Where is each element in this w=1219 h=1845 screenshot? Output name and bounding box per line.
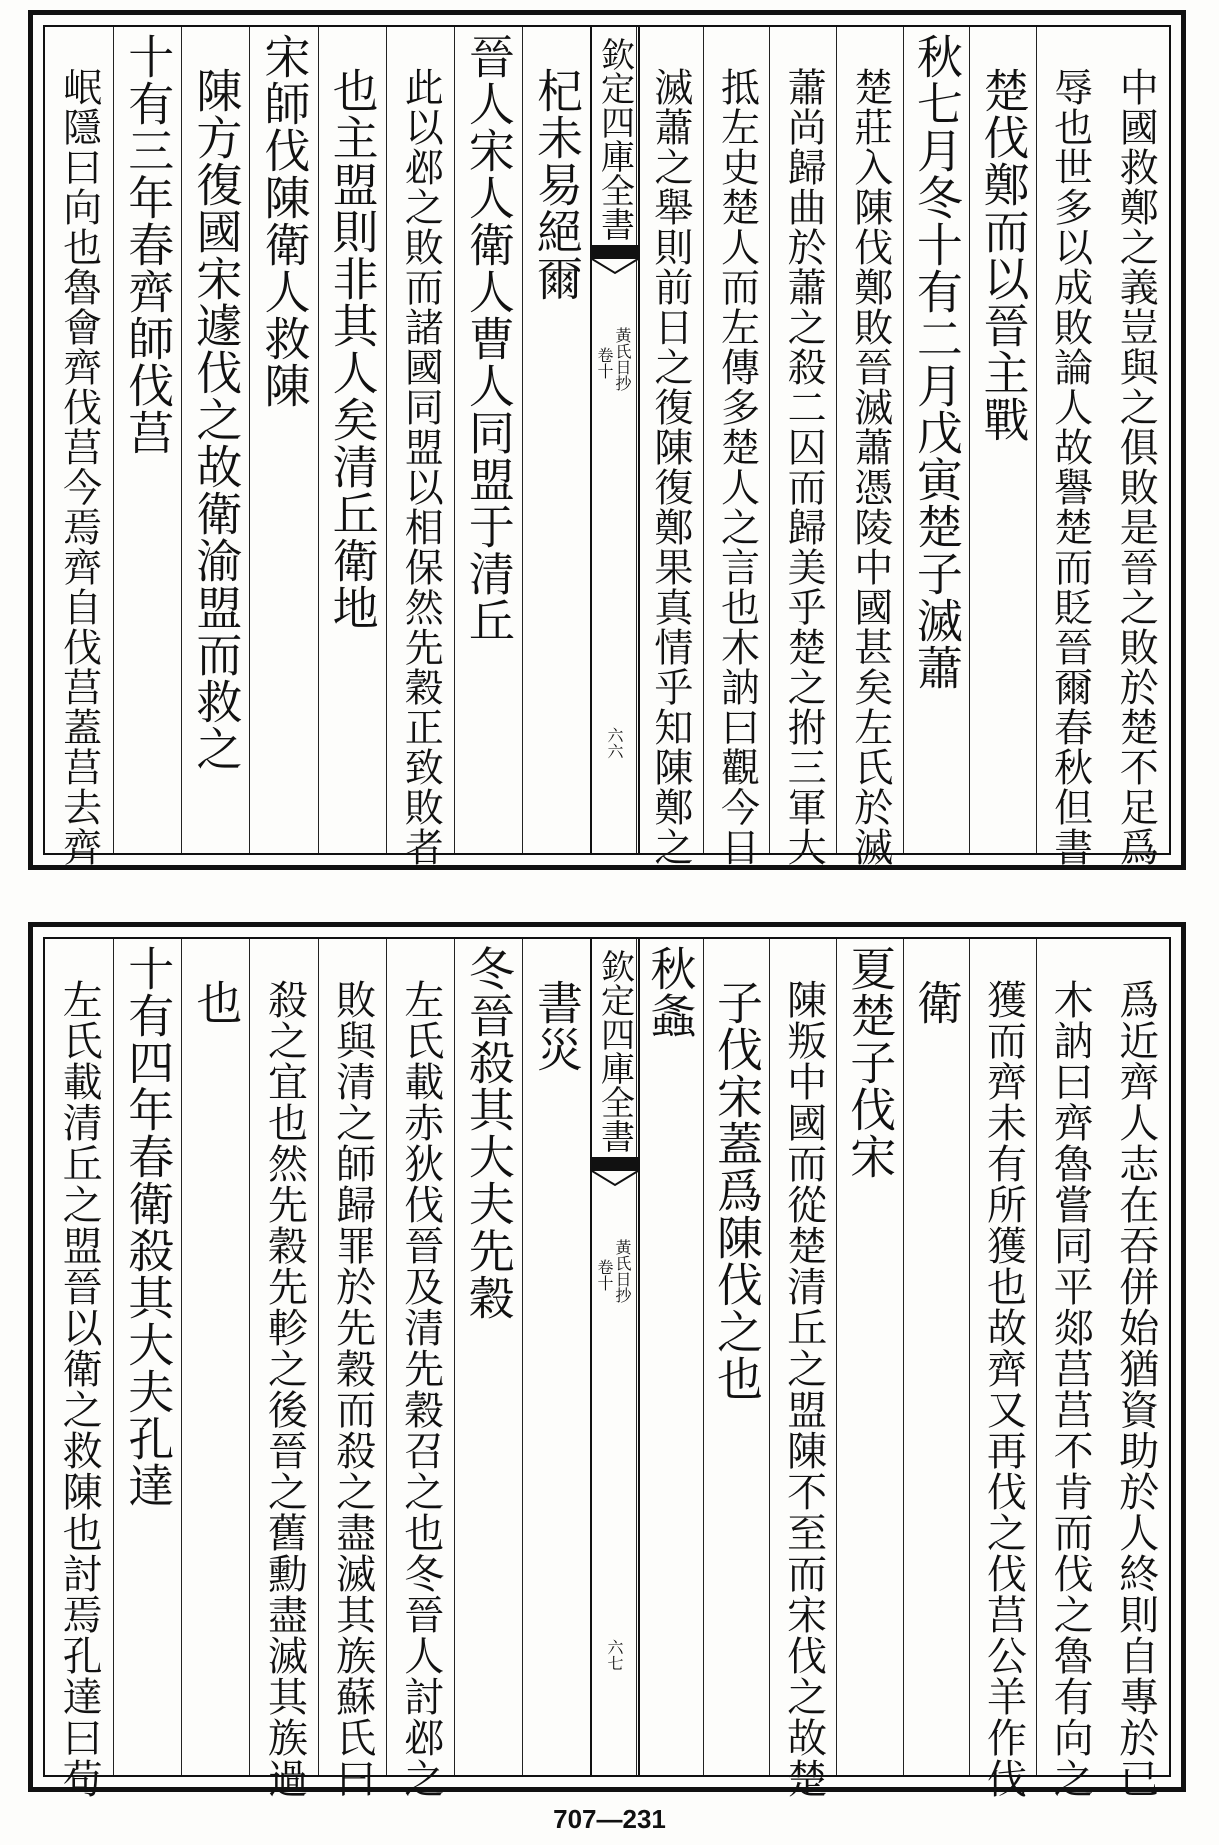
text-column <box>1102 939 1169 1799</box>
text-column <box>386 27 455 867</box>
text-column <box>386 939 455 1799</box>
book-title: 欽定四庫全書 <box>594 949 635 1153</box>
column-text: 此以邲之敗而諸國同盟以相保然先穀正致敗者 <box>398 67 444 867</box>
text-column <box>969 27 1037 853</box>
text-column <box>636 27 704 867</box>
page-number: 707—231 <box>553 1804 666 1834</box>
text-column <box>769 27 837 867</box>
text-column <box>703 27 771 867</box>
text-column <box>636 939 704 1775</box>
fishtail-mark <box>592 245 638 259</box>
top-page-frame <box>43 25 1171 867</box>
column-text: 也主盟則非其人矣清丘衛地 <box>325 67 380 631</box>
text-column <box>249 939 318 1799</box>
column-text: 子伐宋蓋爲陳伐之也 <box>709 979 764 1402</box>
volume-label: 卷十 <box>595 347 614 379</box>
text-column <box>836 939 904 1775</box>
text-column <box>703 939 771 1775</box>
work-title: 黃氏日抄 <box>613 1239 632 1303</box>
top-page <box>28 10 1186 870</box>
volume-label: 卷十 <box>595 1259 614 1291</box>
column-text: 辱也世多以成敗論人故譽楚而貶晉爾春秋但書 <box>1047 67 1093 867</box>
bottom-page <box>28 922 1186 1799</box>
text-column <box>1102 27 1169 867</box>
text-column <box>769 939 837 1799</box>
column-text: 夏楚子伐宋 <box>843 945 898 1180</box>
fishtail-mark <box>592 1157 638 1171</box>
column-text: 陳方復國宋遽伐之故衛渝盟而救之 <box>189 67 244 772</box>
text-column <box>969 939 1037 1799</box>
column-text: 楚伐鄭而以晉主戰 <box>976 67 1031 443</box>
column-text: 左氏載清丘之盟晉以衛之救陳也討焉孔達曰苟 <box>56 979 103 1799</box>
text-column <box>113 939 182 1775</box>
column-text: 獲而齊未有所獲也故齊又再伐之伐莒公羊作伐 <box>980 979 1027 1799</box>
column-text: 木訥曰齊魯嘗同平郯莒莒不肯而伐之魯有向之 <box>1047 979 1094 1799</box>
text-column <box>318 27 387 853</box>
text-column <box>113 27 182 853</box>
text-column <box>1036 939 1104 1799</box>
text-column <box>318 939 387 1799</box>
text-column <box>45 939 113 1799</box>
column-text: 秋螽 <box>643 945 698 1039</box>
work-title: 黃氏日抄 <box>613 327 632 391</box>
column-text: 十有四年春衛殺其大夫孔達 <box>121 945 176 1509</box>
book-title: 欽定四庫全書 <box>594 37 635 241</box>
text-column <box>522 27 591 853</box>
text-column <box>45 27 113 867</box>
text-column <box>181 939 250 1775</box>
column-text: 左氏載赤狄伐晉及清先穀召之也冬晉人討邲之 <box>397 979 444 1799</box>
column-text: 宋師伐陳衛人救陳 <box>257 33 312 409</box>
column-text: 十有三年春齊師伐莒 <box>121 33 176 456</box>
column-text: 敗與清之師歸罪於先穀而殺之盡滅其族蘇氏曰 <box>329 979 376 1799</box>
column-text: 也 <box>189 979 244 1026</box>
text-column <box>1036 27 1104 867</box>
folio-number: 六七 <box>605 1639 624 1671</box>
column-text: 陳叛中國而從楚清丘之盟陳不至而宋伐之故楚 <box>780 979 827 1799</box>
bottom-page-frame <box>43 937 1171 1799</box>
column-text: 冬晉殺其大夫先穀 <box>461 945 516 1321</box>
column-text: 晉人宋人衛人曹人同盟于清丘 <box>461 33 516 644</box>
folio-number: 六六 <box>605 727 624 759</box>
text-column <box>836 27 904 867</box>
text-column <box>181 27 250 853</box>
column-text: 秋七月冬十有二月戊寅楚子滅蕭 <box>909 33 964 691</box>
center-fold-column <box>590 939 640 1775</box>
text-column <box>249 27 318 853</box>
column-text: 抵左史楚人而左傳多楚人之言也木訥曰觀今日 <box>714 67 760 867</box>
column-text: 杞未易絕爾 <box>529 67 584 302</box>
column-text: 岷隱曰向也魯會齊伐莒今焉齊自伐莒蓋莒去齊 <box>56 67 102 867</box>
text-column <box>903 939 971 1775</box>
column-text: 中國救鄭之義豈與之俱敗是晉之敗於楚不足爲 <box>1113 67 1159 867</box>
column-text: 書災 <box>529 979 584 1073</box>
column-text: 蕭尚歸曲於蕭之殺二囚而歸美乎楚之拊三軍大 <box>781 67 827 867</box>
column-text: 殺之宜也然先穀先軫之後晉之舊勳盡滅其族過 <box>261 979 308 1799</box>
column-text: 滅蕭之舉則前日之復陳復鄭果真情乎知陳鄭之 <box>647 67 693 867</box>
fishtail-ornament <box>592 259 638 281</box>
fishtail-ornament <box>592 1171 638 1193</box>
column-text: 爲近齊人志在吞併始猶資助於人終則自專於已 <box>1112 979 1159 1799</box>
center-fold-column <box>590 27 640 853</box>
text-column <box>454 27 523 853</box>
text-column <box>454 939 523 1775</box>
column-text: 楚莊入陳伐鄭敗晉滅蕭憑陵中國甚矣左氏於滅 <box>847 67 893 867</box>
text-column <box>522 939 591 1775</box>
text-column <box>903 27 971 853</box>
column-text: 衛 <box>909 979 964 1026</box>
